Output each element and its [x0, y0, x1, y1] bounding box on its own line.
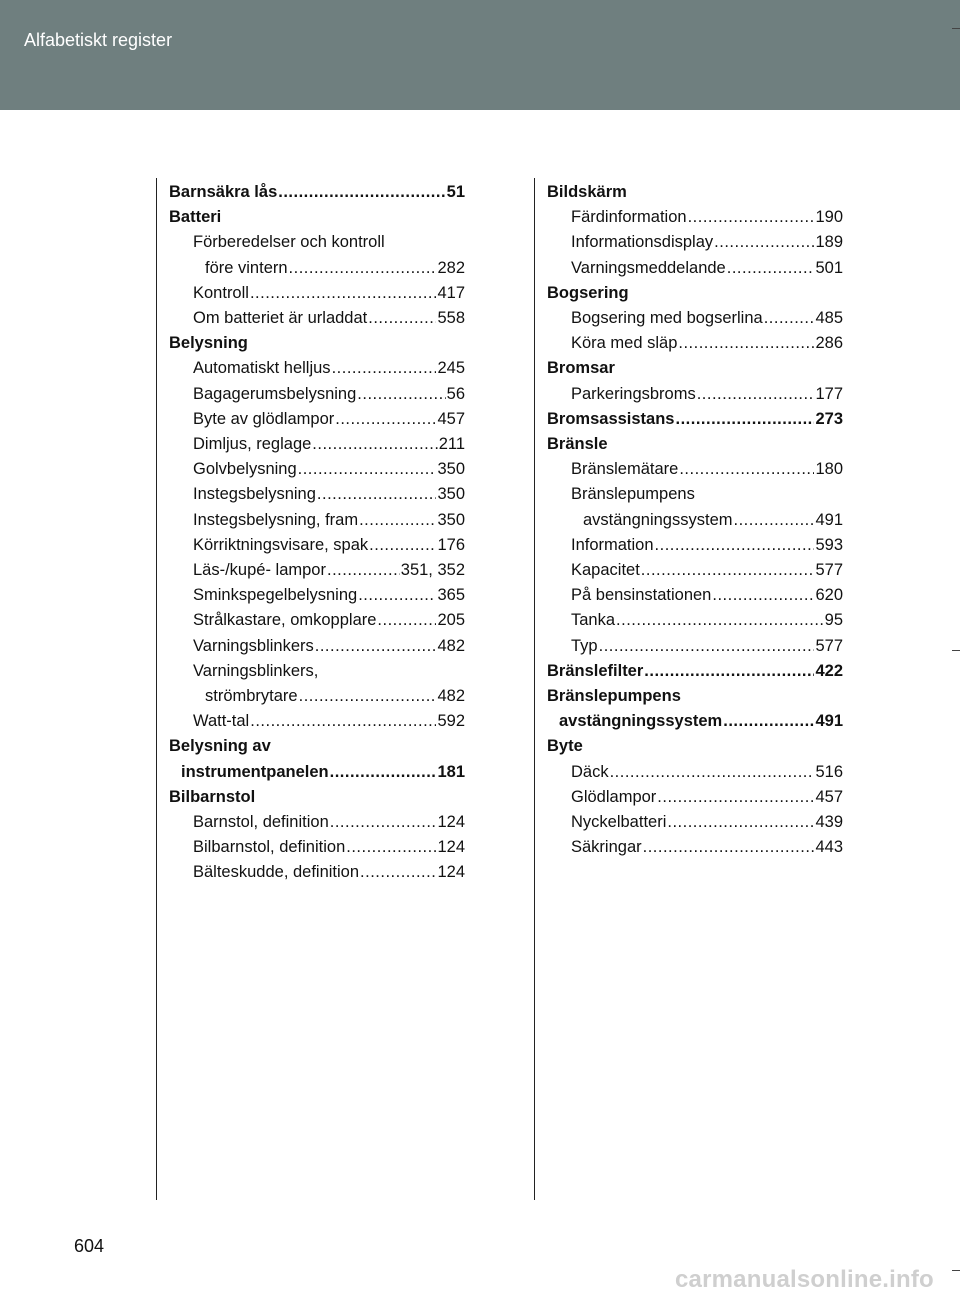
entry-label: Byte — [547, 737, 583, 756]
dot-leader — [368, 306, 436, 331]
entry-label: Varningsblinkers — [193, 636, 314, 655]
dot-leader — [312, 432, 437, 457]
dot-leader — [610, 760, 815, 785]
entry-page-number: 56 — [446, 384, 465, 403]
dot-leader — [377, 608, 436, 633]
entry-label: Säkringar — [571, 838, 642, 857]
index-entry — [169, 356, 465, 381]
dot-leader — [678, 331, 814, 356]
entry-page-number: 457 — [437, 409, 465, 428]
entry-label: Bilbarnstol — [169, 787, 256, 806]
entry-label: instrumentpanelen — [181, 762, 329, 781]
index-entry — [547, 482, 843, 507]
dot-leader — [679, 457, 814, 482]
entry-label: Information — [571, 535, 654, 554]
entry-page-number: 482 — [437, 687, 465, 706]
entry-label: Kapacitet — [571, 561, 640, 580]
index-entry — [547, 180, 843, 205]
entry-page-number: 245 — [437, 359, 465, 378]
entry-label: Strålkastare, omkopplare — [193, 611, 377, 630]
index-entry — [169, 860, 465, 885]
index-entry — [547, 407, 843, 432]
index-column-right — [547, 180, 843, 860]
entry-label: Batteri — [169, 208, 222, 227]
entry-page-number: 51 — [446, 183, 465, 201]
dot-leader — [616, 608, 824, 633]
entry-page-number: 365 — [437, 586, 465, 605]
dot-leader — [641, 558, 815, 583]
index-entry — [169, 835, 465, 860]
entry-page-number: 558 — [437, 309, 465, 328]
entry-page-number: 211 — [438, 435, 465, 454]
entry-label: Däck — [571, 762, 609, 781]
index-entry — [169, 810, 465, 835]
dot-leader — [250, 709, 436, 734]
index-entry — [547, 281, 843, 306]
entry-label: Färdinformation — [571, 208, 687, 227]
dot-leader — [727, 256, 815, 281]
index-entry — [169, 785, 465, 810]
entry-page-number: 491 — [815, 712, 843, 731]
index-entry — [547, 558, 843, 583]
dot-leader — [734, 508, 815, 533]
index-entry — [169, 331, 465, 356]
index-entry — [169, 583, 465, 608]
entry-page-number: 417 — [437, 283, 465, 302]
dot-leader — [346, 835, 436, 860]
entry-page-number: 501 — [815, 258, 843, 277]
entry-label: Bälteskudde, definition — [193, 863, 360, 882]
index-entry — [547, 382, 843, 407]
left-column-rule — [156, 178, 157, 1200]
entry-page-number: 439 — [815, 813, 843, 832]
index-entry — [547, 583, 843, 608]
page-header — [0, 0, 960, 110]
entry-label: Bränslemätare — [571, 460, 679, 479]
dot-leader — [250, 281, 437, 306]
dot-leader — [330, 760, 437, 785]
entry-page-number: 176 — [437, 535, 465, 554]
dot-leader — [712, 583, 814, 608]
crop-mark-middle — [952, 650, 960, 651]
entry-page-number: 350 — [437, 460, 465, 479]
entry-label: Dimljus, reglage — [193, 435, 312, 454]
entry-label: Bilbarnstol, definition — [193, 838, 346, 857]
entry-label: Watt-tal — [193, 712, 250, 731]
dot-leader — [299, 684, 437, 709]
entry-label: strömbrytare — [205, 687, 298, 706]
index-entry — [547, 256, 843, 281]
dot-leader — [327, 558, 400, 583]
index-entry — [547, 432, 843, 457]
entry-page-number: 516 — [815, 762, 843, 781]
entry-label: Bränsle — [547, 435, 608, 454]
entry-label: Bagagerumsbelysning — [193, 384, 357, 403]
entry-page-number: 180 — [815, 460, 843, 479]
dot-leader — [289, 256, 437, 281]
index-entry — [547, 734, 843, 759]
index-entry — [547, 634, 843, 659]
index-entry — [169, 684, 465, 709]
dot-leader — [357, 382, 445, 407]
dot-leader — [278, 180, 445, 205]
entry-label: Belysning av — [169, 737, 271, 756]
entry-label: Tanka — [571, 611, 616, 630]
index-entry — [169, 230, 465, 255]
entry-page-number: 422 — [815, 661, 843, 680]
dot-leader — [360, 860, 436, 885]
entry-label: Bogsering med bogserlina — [571, 309, 763, 328]
index-entry — [547, 356, 843, 381]
entry-label: Nyckelbatteri — [571, 813, 667, 832]
entry-label: Bromsar — [547, 359, 615, 378]
entry-page-number: 177 — [815, 384, 843, 403]
index-entry — [169, 634, 465, 659]
entry-page-number: 205 — [437, 611, 465, 630]
entry-label: Bildskärm — [547, 183, 627, 201]
index-entry — [169, 457, 465, 482]
index-entry — [169, 659, 465, 684]
index-entry — [169, 608, 465, 633]
dot-leader — [723, 709, 814, 734]
dot-leader — [655, 533, 815, 558]
index-entry — [547, 205, 843, 230]
entry-label: avstängningssystem — [559, 712, 723, 731]
entry-page-number: 485 — [815, 309, 843, 328]
entry-page-number: 286 — [815, 334, 843, 353]
entry-label: avstängningssystem — [583, 510, 733, 529]
index-entry — [547, 230, 843, 255]
index-entry — [169, 407, 465, 432]
index-entry — [547, 306, 843, 331]
crop-mark-top — [952, 28, 960, 29]
index-entry — [169, 256, 465, 281]
index-entry — [169, 709, 465, 734]
dot-leader — [332, 356, 437, 381]
entry-label: Barnsäkra lås — [169, 183, 278, 201]
dot-leader — [643, 835, 815, 860]
entry-label: Golvbelysning — [193, 460, 297, 479]
index-entry — [547, 608, 843, 633]
dot-leader — [315, 634, 437, 659]
crop-mark-bottom — [952, 1270, 960, 1271]
index-entry — [547, 331, 843, 356]
index-entry — [547, 533, 843, 558]
entry-label: Om batteriet är urladdat — [193, 309, 368, 328]
entry-label: Bränslepumpens — [547, 687, 681, 706]
right-column-rule — [534, 178, 535, 1200]
dot-leader — [675, 407, 814, 432]
entry-page-number: 592 — [437, 712, 465, 731]
entry-page-number: 190 — [815, 208, 843, 227]
entry-page-number: 351, 352 — [400, 561, 465, 580]
dot-leader — [644, 659, 814, 684]
index-entry — [169, 482, 465, 507]
dot-leader — [317, 482, 437, 507]
watermark: carmanualsonline.info — [675, 1266, 934, 1293]
dot-leader — [369, 533, 436, 558]
entry-label: Typ — [571, 636, 598, 655]
entry-label: Varningsmeddelande — [571, 258, 726, 277]
entry-label: Bränslefilter — [547, 661, 644, 680]
index-entry — [547, 835, 843, 860]
entry-page-number: 491 — [815, 510, 843, 529]
entry-page-number: 282 — [437, 258, 465, 277]
entry-label: Förberedelser och kontroll — [193, 233, 385, 252]
dot-leader — [298, 457, 437, 482]
index-entry — [169, 205, 465, 230]
index-entry — [547, 760, 843, 785]
entry-page-number: 577 — [815, 636, 843, 655]
index-entry — [169, 306, 465, 331]
entry-page-number: 95 — [824, 611, 843, 630]
index-entry — [169, 180, 465, 205]
entry-label: På bensinstationen — [571, 586, 712, 605]
index-entry — [547, 785, 843, 810]
dot-leader — [657, 785, 814, 810]
dot-leader — [335, 407, 436, 432]
section-title: Alfabetiskt register — [24, 30, 173, 50]
entry-page-number: 181 — [437, 762, 465, 781]
page-number: 604 — [74, 1236, 105, 1256]
entry-label: Sminkspegelbelysning — [193, 586, 358, 605]
entry-label: Kontroll — [193, 283, 249, 302]
entry-label: Bogsering — [547, 283, 629, 302]
entry-label: Barnstol, definition — [193, 813, 329, 832]
index-entry — [547, 659, 843, 684]
dot-leader — [714, 230, 814, 255]
entry-label: Instegsbelysning, fram — [193, 510, 359, 529]
entry-label: före vintern — [205, 258, 288, 277]
dot-leader — [697, 382, 815, 407]
index-entry — [169, 558, 465, 583]
dot-leader — [764, 306, 815, 331]
dot-leader — [358, 583, 436, 608]
index-column-left — [169, 180, 465, 886]
entry-label: Bromsassistans — [547, 409, 675, 428]
entry-label: Bränslepumpens — [571, 485, 695, 504]
entry-label: Byte av glödlampor — [193, 409, 335, 428]
entry-page-number: 124 — [437, 863, 465, 882]
index-entry — [169, 508, 465, 533]
dot-leader — [599, 634, 815, 659]
index-entry — [547, 508, 843, 533]
index-entry — [169, 281, 465, 306]
entry-page-number: 593 — [815, 535, 843, 554]
entry-page-number: 443 — [815, 838, 843, 857]
dot-leader — [667, 810, 814, 835]
entry-label: Varningsblinkers, — [193, 661, 319, 680]
entry-label: Läs-/kupé- lampor — [193, 561, 326, 580]
entry-page-number: 124 — [437, 813, 465, 832]
entry-page-number: 273 — [815, 409, 843, 428]
index-entry — [547, 684, 843, 709]
dot-leader — [359, 508, 436, 533]
entry-label: Belysning — [169, 334, 248, 353]
entry-label: Glödlampor — [571, 787, 657, 806]
entry-page-number: 620 — [815, 586, 843, 605]
index-entry — [169, 734, 465, 759]
entry-page-number: 189 — [815, 233, 843, 252]
index-entry — [169, 760, 465, 785]
index-entry — [169, 432, 465, 457]
entry-label: Instegsbelysning — [193, 485, 316, 504]
entry-label: Körriktningsvisare, spak — [193, 535, 369, 554]
entry-page-number: 350 — [437, 485, 465, 504]
dot-leader — [688, 205, 815, 230]
entry-page-number: 124 — [437, 838, 465, 857]
index-entry — [547, 457, 843, 482]
index-entry — [547, 709, 843, 734]
entry-page-number: 482 — [437, 636, 465, 655]
entry-label: Parkeringsbroms — [571, 384, 696, 403]
entry-label: Informationsdisplay — [571, 233, 714, 252]
index-entry — [169, 382, 465, 407]
entry-label: Köra med släp — [571, 334, 678, 353]
entry-label: Automatiskt helljus — [193, 359, 331, 378]
entry-page-number: 457 — [815, 787, 843, 806]
entry-page-number: 350 — [437, 510, 465, 529]
index-entry — [169, 533, 465, 558]
index-entry — [547, 810, 843, 835]
entry-page-number: 577 — [815, 561, 843, 580]
dot-leader — [330, 810, 437, 835]
